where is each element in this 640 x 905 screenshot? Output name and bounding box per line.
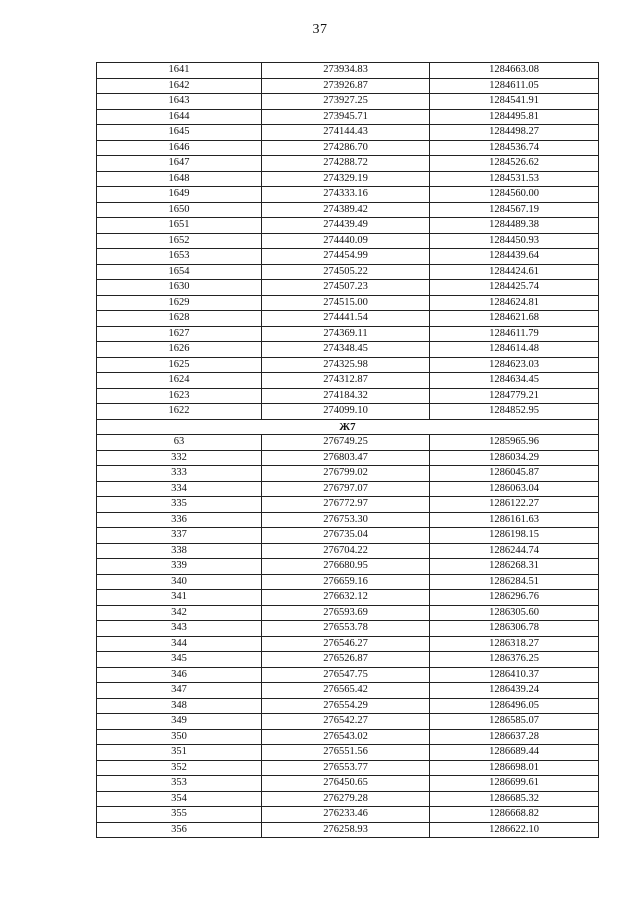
point-number-cell: 334 <box>97 481 262 497</box>
table-row <box>97 171 599 187</box>
x-coordinate-cell: 274286.70 <box>262 140 430 156</box>
y-coordinate-cell: 1286305.60 <box>430 605 599 621</box>
point-number-cell: 1650 <box>97 202 262 218</box>
table-row <box>97 156 599 172</box>
x-coordinate-cell: 274440.09 <box>262 233 430 249</box>
table-row <box>97 233 599 249</box>
x-coordinate-cell: 273926.87 <box>262 78 430 94</box>
point-number-cell: 354 <box>97 791 262 807</box>
table-row <box>97 357 599 373</box>
y-coordinate-cell: 1286045.87 <box>430 466 599 482</box>
table-row <box>97 574 599 590</box>
coordinates-table-body <box>97 63 599 838</box>
table-row <box>97 373 599 389</box>
point-number-cell: 353 <box>97 776 262 792</box>
point-number-cell: 63 <box>97 435 262 451</box>
y-coordinate-cell: 1286296.76 <box>430 590 599 606</box>
y-coordinate-cell: 1284526.62 <box>430 156 599 172</box>
point-number-cell: 1626 <box>97 342 262 358</box>
table-row <box>97 497 599 513</box>
point-number-cell: 347 <box>97 683 262 699</box>
point-number-cell: 1642 <box>97 78 262 94</box>
table-row <box>97 388 599 404</box>
table-row <box>97 698 599 714</box>
point-number-cell: 345 <box>97 652 262 668</box>
x-coordinate-cell: 276799.02 <box>262 466 430 482</box>
x-coordinate-cell: 276450.65 <box>262 776 430 792</box>
x-coordinate-cell: 276753.30 <box>262 512 430 528</box>
table-row <box>97 94 599 110</box>
point-number-cell: 332 <box>97 450 262 466</box>
table-row <box>97 466 599 482</box>
x-coordinate-cell: 274515.00 <box>262 295 430 311</box>
point-number-cell: 350 <box>97 729 262 745</box>
table-row <box>97 326 599 342</box>
y-coordinate-cell: 1284611.79 <box>430 326 599 342</box>
y-coordinate-cell: 1286198.15 <box>430 528 599 544</box>
point-number-cell: 343 <box>97 621 262 637</box>
y-coordinate-cell: 1286689.44 <box>430 745 599 761</box>
point-number-cell: 1645 <box>97 125 262 141</box>
page-number: 37 <box>312 22 328 37</box>
x-coordinate-cell: 276554.29 <box>262 698 430 714</box>
x-coordinate-cell: 273934.83 <box>262 63 430 79</box>
x-coordinate-cell: 274369.11 <box>262 326 430 342</box>
x-coordinate-cell: 276553.77 <box>262 760 430 776</box>
y-coordinate-cell: 1284611.05 <box>430 78 599 94</box>
point-number-cell: 335 <box>97 497 262 513</box>
table-row <box>97 264 599 280</box>
x-coordinate-cell: 274441.54 <box>262 311 430 327</box>
point-number-cell: 1651 <box>97 218 262 234</box>
point-number-cell: 344 <box>97 636 262 652</box>
x-coordinate-cell: 276233.46 <box>262 807 430 823</box>
point-number-cell: 1623 <box>97 388 262 404</box>
table-row <box>97 776 599 792</box>
table-row <box>97 636 599 652</box>
x-coordinate-cell: 276279.28 <box>262 791 430 807</box>
x-coordinate-cell: 274184.32 <box>262 388 430 404</box>
x-coordinate-cell: 274454.99 <box>262 249 430 265</box>
table-row <box>97 590 599 606</box>
point-number-cell: 348 <box>97 698 262 714</box>
x-coordinate-cell: 276258.93 <box>262 822 430 838</box>
point-number-cell: 1643 <box>97 94 262 110</box>
y-coordinate-cell: 1286585.07 <box>430 714 599 730</box>
y-coordinate-cell: 1284634.45 <box>430 373 599 389</box>
x-coordinate-cell: 276547.75 <box>262 667 430 683</box>
point-number-cell: 1641 <box>97 63 262 79</box>
table-row <box>97 218 599 234</box>
point-number-cell: 351 <box>97 745 262 761</box>
section-header-row <box>97 419 599 435</box>
y-coordinate-cell: 1286439.24 <box>430 683 599 699</box>
x-coordinate-cell: 276803.47 <box>262 450 430 466</box>
table-row <box>97 652 599 668</box>
table-row <box>97 528 599 544</box>
table-row <box>97 512 599 528</box>
y-coordinate-cell: 1284439.64 <box>430 249 599 265</box>
x-coordinate-cell: 274348.45 <box>262 342 430 358</box>
point-number-cell: 342 <box>97 605 262 621</box>
x-coordinate-cell: 274333.16 <box>262 187 430 203</box>
y-coordinate-cell: 1286244.74 <box>430 543 599 559</box>
point-number-cell: 1647 <box>97 156 262 172</box>
y-coordinate-cell: 1286161.63 <box>430 512 599 528</box>
y-coordinate-cell: 1284536.74 <box>430 140 599 156</box>
y-coordinate-cell: 1284498.27 <box>430 125 599 141</box>
y-coordinate-cell: 1286622.10 <box>430 822 599 838</box>
table-row <box>97 559 599 575</box>
x-coordinate-cell: 273927.25 <box>262 94 430 110</box>
y-coordinate-cell: 1286268.31 <box>430 559 599 575</box>
point-number-cell: 352 <box>97 760 262 776</box>
table-row <box>97 435 599 451</box>
point-number-cell: 336 <box>97 512 262 528</box>
y-coordinate-cell: 1286410.37 <box>430 667 599 683</box>
point-number-cell: 1646 <box>97 140 262 156</box>
table-row <box>97 187 599 203</box>
y-coordinate-cell: 1284541.91 <box>430 94 599 110</box>
table-row <box>97 202 599 218</box>
table-row <box>97 543 599 559</box>
table-row <box>97 760 599 776</box>
y-coordinate-cell: 1286698.01 <box>430 760 599 776</box>
x-coordinate-cell: 274325.98 <box>262 357 430 373</box>
x-coordinate-cell: 276659.16 <box>262 574 430 590</box>
table-row <box>97 63 599 79</box>
table-row <box>97 729 599 745</box>
point-number-cell: 1648 <box>97 171 262 187</box>
y-coordinate-cell: 1284852.95 <box>430 404 599 420</box>
y-coordinate-cell: 1284623.03 <box>430 357 599 373</box>
point-number-cell: 333 <box>97 466 262 482</box>
y-coordinate-cell: 1286318.27 <box>430 636 599 652</box>
y-coordinate-cell: 1284621.68 <box>430 311 599 327</box>
section-label: Ж7 <box>97 419 599 435</box>
table-row <box>97 745 599 761</box>
x-coordinate-cell: 276632.12 <box>262 590 430 606</box>
table-row <box>97 125 599 141</box>
x-coordinate-cell: 276526.87 <box>262 652 430 668</box>
x-coordinate-cell: 276553.78 <box>262 621 430 637</box>
x-coordinate-cell: 276680.95 <box>262 559 430 575</box>
table-row <box>97 140 599 156</box>
y-coordinate-cell: 1286284.51 <box>430 574 599 590</box>
table-row <box>97 667 599 683</box>
x-coordinate-cell: 276551.56 <box>262 745 430 761</box>
y-coordinate-cell: 1286668.82 <box>430 807 599 823</box>
y-coordinate-cell: 1286063.04 <box>430 481 599 497</box>
x-coordinate-cell: 276543.02 <box>262 729 430 745</box>
y-coordinate-cell: 1284560.00 <box>430 187 599 203</box>
point-number-cell: 1653 <box>97 249 262 265</box>
y-coordinate-cell: 1286637.28 <box>430 729 599 745</box>
table-row <box>97 791 599 807</box>
table-row <box>97 311 599 327</box>
table-row <box>97 807 599 823</box>
table-row <box>97 342 599 358</box>
y-coordinate-cell: 1284489.38 <box>430 218 599 234</box>
table-row <box>97 683 599 699</box>
x-coordinate-cell: 276797.07 <box>262 481 430 497</box>
x-coordinate-cell: 274099.10 <box>262 404 430 420</box>
x-coordinate-cell: 273945.71 <box>262 109 430 125</box>
y-coordinate-cell: 1284425.74 <box>430 280 599 296</box>
coordinates-table <box>96 62 599 838</box>
y-coordinate-cell: 1286122.27 <box>430 497 599 513</box>
point-number-cell: 1628 <box>97 311 262 327</box>
x-coordinate-cell: 276772.97 <box>262 497 430 513</box>
table-row <box>97 621 599 637</box>
table-row <box>97 404 599 420</box>
table-row <box>97 78 599 94</box>
y-coordinate-cell: 1286306.78 <box>430 621 599 637</box>
x-coordinate-cell: 276735.04 <box>262 528 430 544</box>
table-row <box>97 605 599 621</box>
table-row <box>97 481 599 497</box>
y-coordinate-cell: 1284567.19 <box>430 202 599 218</box>
x-coordinate-cell: 274389.42 <box>262 202 430 218</box>
x-coordinate-cell: 274144.43 <box>262 125 430 141</box>
point-number-cell: 1624 <box>97 373 262 389</box>
y-coordinate-cell: 1284663.08 <box>430 63 599 79</box>
table-row <box>97 109 599 125</box>
x-coordinate-cell: 274288.72 <box>262 156 430 172</box>
point-number-cell: 355 <box>97 807 262 823</box>
point-number-cell: 1630 <box>97 280 262 296</box>
y-coordinate-cell: 1285965.96 <box>430 435 599 451</box>
y-coordinate-cell: 1284495.81 <box>430 109 599 125</box>
point-number-cell: 346 <box>97 667 262 683</box>
point-number-cell: 337 <box>97 528 262 544</box>
x-coordinate-cell: 274439.49 <box>262 218 430 234</box>
y-coordinate-cell: 1284614.48 <box>430 342 599 358</box>
x-coordinate-cell: 276704.22 <box>262 543 430 559</box>
y-coordinate-cell: 1284450.93 <box>430 233 599 249</box>
point-number-cell: 338 <box>97 543 262 559</box>
point-number-cell: 1654 <box>97 264 262 280</box>
point-number-cell: 340 <box>97 574 262 590</box>
point-number-cell: 1644 <box>97 109 262 125</box>
point-number-cell: 349 <box>97 714 262 730</box>
y-coordinate-cell: 1284624.81 <box>430 295 599 311</box>
y-coordinate-cell: 1284779.21 <box>430 388 599 404</box>
table-row <box>97 450 599 466</box>
point-number-cell: 1629 <box>97 295 262 311</box>
x-coordinate-cell: 276565.42 <box>262 683 430 699</box>
y-coordinate-cell: 1284424.61 <box>430 264 599 280</box>
x-coordinate-cell: 274329.19 <box>262 171 430 187</box>
point-number-cell: 356 <box>97 822 262 838</box>
y-coordinate-cell: 1286034.29 <box>430 450 599 466</box>
y-coordinate-cell: 1286496.05 <box>430 698 599 714</box>
point-number-cell: 339 <box>97 559 262 575</box>
table-row <box>97 295 599 311</box>
point-number-cell: 1649 <box>97 187 262 203</box>
y-coordinate-cell: 1286699.61 <box>430 776 599 792</box>
point-number-cell: 1622 <box>97 404 262 420</box>
x-coordinate-cell: 274505.22 <box>262 264 430 280</box>
y-coordinate-cell: 1284531.53 <box>430 171 599 187</box>
point-number-cell: 1652 <box>97 233 262 249</box>
x-coordinate-cell: 274507.23 <box>262 280 430 296</box>
table-row <box>97 249 599 265</box>
x-coordinate-cell: 276593.69 <box>262 605 430 621</box>
x-coordinate-cell: 276546.27 <box>262 636 430 652</box>
x-coordinate-cell: 276542.27 <box>262 714 430 730</box>
y-coordinate-cell: 1286376.25 <box>430 652 599 668</box>
point-number-cell: 1627 <box>97 326 262 342</box>
point-number-cell: 341 <box>97 590 262 606</box>
point-number-cell: 1625 <box>97 357 262 373</box>
x-coordinate-cell: 276749.25 <box>262 435 430 451</box>
x-coordinate-cell: 274312.87 <box>262 373 430 389</box>
table-row <box>97 822 599 838</box>
table-row <box>97 714 599 730</box>
table-row <box>97 280 599 296</box>
y-coordinate-cell: 1286685.32 <box>430 791 599 807</box>
